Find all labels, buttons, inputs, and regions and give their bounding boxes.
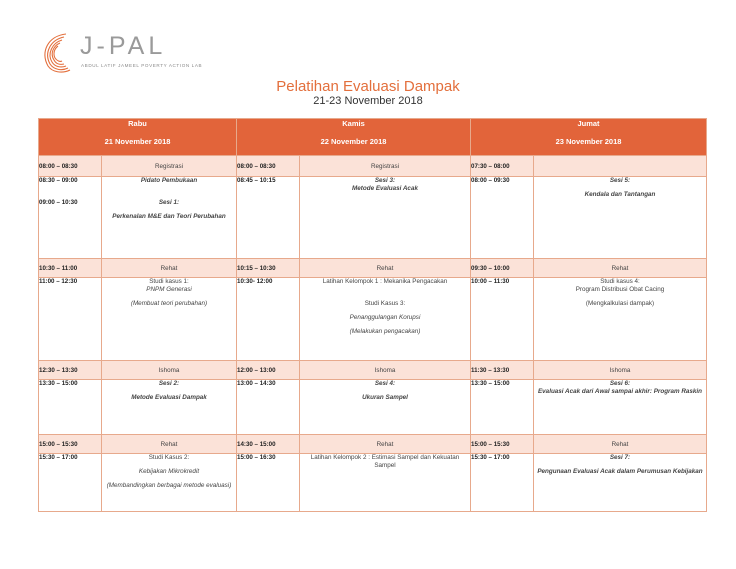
- session-topic: Kendala dan Tantangan: [584, 191, 656, 198]
- table-row: [39, 278, 707, 361]
- case-study-activity: (Mengkalkulasi dampak): [585, 300, 655, 307]
- time-cell: 13:30 – 15:00: [39, 380, 102, 435]
- case-study-label: Studi Kasus 3:: [364, 300, 406, 307]
- session-cell: Rehat: [300, 435, 471, 454]
- session-topic: Perkenalan M&E dan Teori Perubahan: [112, 213, 226, 220]
- table-row: [39, 380, 707, 435]
- session-cell: Rehat: [300, 259, 471, 278]
- table-row: [39, 156, 707, 177]
- session-topic: Evaluasi Acak dari Awal sampai akhir: Program Raskin: [537, 388, 703, 395]
- session-cell: Rehat: [102, 259, 237, 278]
- table-row: [39, 361, 707, 380]
- time-text: 08:30 – 09:00: [39, 177, 78, 184]
- session-cell: [534, 278, 707, 361]
- logo-tagline: ABDUL LATIF JAMEEL POVERTY ACTION LAB: [81, 63, 203, 68]
- session-cell: [102, 278, 237, 361]
- day-date: 22 November 2018: [320, 137, 387, 146]
- time-cell: 10:30 – 11:00: [39, 259, 102, 278]
- session-cell: [300, 177, 471, 259]
- session-cell: Rehat: [534, 435, 707, 454]
- session-topic: Pengunaan Evaluasi Acak dalam Perumusan Kebijakan: [537, 468, 703, 475]
- case-study-activity: (Melakukan pengacakan): [349, 328, 421, 335]
- session-cell: [300, 454, 471, 512]
- session-cell: Registrasi: [300, 156, 471, 177]
- time-cell: 08:00 – 09:30: [471, 177, 534, 259]
- session-cell: [300, 380, 471, 435]
- time-cell: 15:30 – 17:00: [471, 454, 534, 512]
- time-cell: 10:00 – 11:30: [471, 278, 534, 361]
- jpal-logo-icon: [38, 30, 78, 75]
- time-cell: 15:00 – 15:30: [471, 435, 534, 454]
- case-study-topic: PNPM Generasi: [146, 286, 192, 293]
- time-cell: 13:30 – 15:00: [471, 380, 534, 435]
- time-cell: 14:30 – 15:00: [237, 435, 300, 454]
- case-study-label: Studi kasus 4:: [600, 278, 640, 285]
- session-title: Sesi 4:: [374, 380, 396, 387]
- session-cell: [102, 454, 237, 512]
- session-cell: [534, 380, 707, 435]
- time-cell: 07:30 – 08:00: [471, 156, 534, 177]
- session-cell: Ishoma: [300, 361, 471, 380]
- table-row: [39, 454, 707, 512]
- time-cell: 12:00 – 13:00: [237, 361, 300, 380]
- session-cell: Ishoma: [102, 361, 237, 380]
- time-text: 09:00 – 10:30: [39, 199, 78, 206]
- day-header-wednesday: [39, 119, 237, 156]
- session-title: Sesi 3:: [374, 177, 396, 184]
- time-cell: 15:00 – 15:30: [39, 435, 102, 454]
- session-cell: Ishoma: [534, 361, 707, 380]
- case-study-activity: (Membandingkan berbagai metode evaluasi): [106, 482, 232, 489]
- group-exercise-label: Latihan Kelompok 1 : Mekanika Pengacakan: [322, 278, 448, 285]
- day-header-friday: [471, 119, 707, 156]
- page-subtitle: 21-23 November 2018: [313, 95, 423, 107]
- group-exercise-label: Latihan Kelompok 2 : Estimasi Sampel dan Kekuatan Sampel: [310, 454, 460, 469]
- session-cell: Registrasi: [102, 156, 237, 177]
- header-row: [39, 119, 707, 156]
- session-topic: Metode Evaluasi Dampak: [131, 394, 207, 401]
- time-cell: 09:30 – 10:00: [471, 259, 534, 278]
- day-header-thursday: [237, 119, 471, 156]
- session-title: Sesi 6:: [609, 380, 631, 387]
- case-study-topic: Penanggulangan Korupsi: [349, 314, 421, 321]
- day-date: 21 November 2018: [104, 137, 171, 146]
- session-title: Sesi 1:: [158, 199, 180, 206]
- jpal-logo: [38, 30, 238, 75]
- time-cell: 12:30 – 13:30: [39, 361, 102, 380]
- session-cell: [102, 177, 237, 259]
- time-cell: 08:45 – 10:15: [237, 177, 300, 259]
- session-topic: Ukuran Sampel: [362, 394, 408, 401]
- schedule-table: [38, 118, 707, 512]
- session-title: Pidato Pembukaan: [140, 177, 198, 184]
- session-title: Sesi 5:: [609, 177, 631, 184]
- logo-wordmark: J-PAL: [80, 32, 167, 60]
- day-name: Kamis: [342, 119, 365, 128]
- time-cell: 10:30- 12:00: [237, 278, 300, 361]
- time-cell: 11:30 – 13:30: [471, 361, 534, 380]
- time-cell: 15:30 – 17:00: [39, 454, 102, 512]
- time-cell: 10:15 – 10:30: [237, 259, 300, 278]
- session-cell: [102, 380, 237, 435]
- table-row: [39, 435, 707, 454]
- time-cell: 08:00 – 08:30: [39, 156, 102, 177]
- session-cell: [534, 454, 707, 512]
- case-study-label: Studi Kasus 2:: [148, 454, 190, 461]
- time-cell: 15:00 – 16:30: [237, 454, 300, 512]
- page-title: Pelatihan Evaluasi Dampak: [276, 78, 460, 95]
- table-row: [39, 177, 707, 259]
- case-study-label: Studi kasus 1:: [149, 278, 189, 285]
- time-cell: 13:00 – 14:30: [237, 380, 300, 435]
- session-title: Sesi 7:: [609, 454, 631, 461]
- time-cell: 08:00 – 08:30: [237, 156, 300, 177]
- case-study-activity: (Membuat teori perubahan): [130, 300, 208, 307]
- day-date: 23 November 2018: [555, 137, 622, 146]
- session-cell: [534, 156, 707, 177]
- session-cell: Rehat: [102, 435, 237, 454]
- time-cell: 11:00 – 12:30: [39, 278, 102, 361]
- session-cell: Rehat: [534, 259, 707, 278]
- session-cell: [534, 177, 707, 259]
- table-row: [39, 259, 707, 278]
- session-title: Sesi 2:: [158, 380, 180, 387]
- time-cell: [39, 177, 102, 259]
- session-topic: Metode Evaluasi Acak: [352, 185, 418, 192]
- day-name: Rabu: [128, 119, 147, 128]
- day-name: Jumat: [577, 119, 600, 128]
- case-study-topic: Program Distribusi Obat Cacing: [575, 286, 665, 293]
- case-study-topic: Kebijakan Mikrokredit: [138, 468, 200, 475]
- session-cell: [300, 278, 471, 361]
